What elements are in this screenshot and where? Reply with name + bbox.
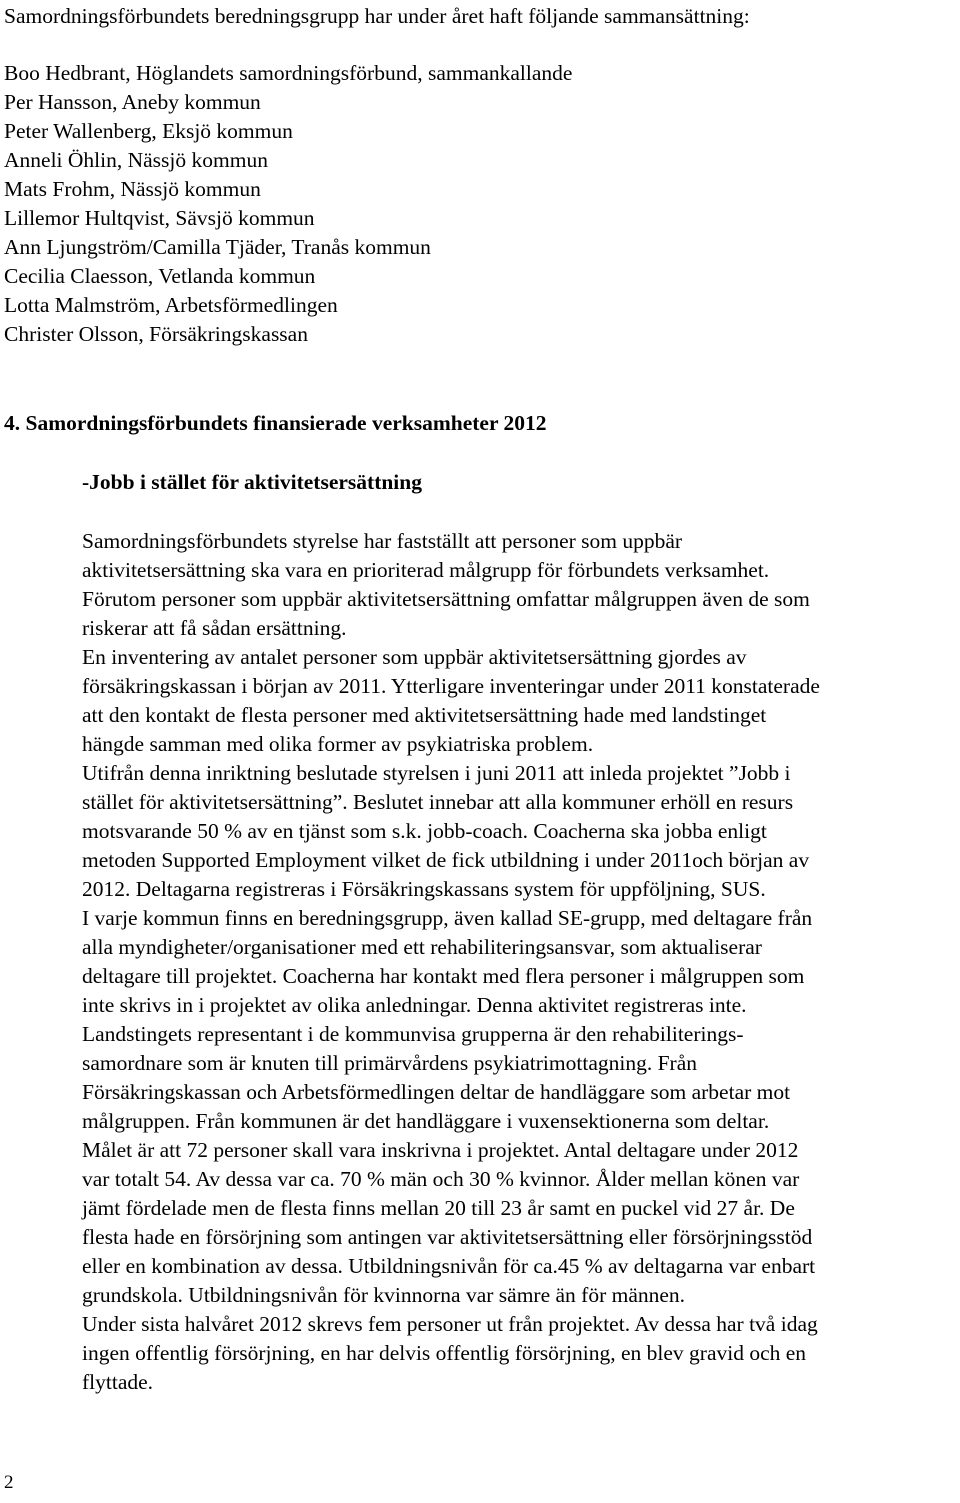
body-paragraph <box>82 527 957 1397</box>
intro-paragraph: Samordningsförbundets beredningsgrupp har under året haft följande sammansättning: <box>4 4 750 28</box>
body-line: jämt fördelade men de flesta finns mellan 20 till 23 år samt en puckel vid 27 år. De <box>82 1196 795 1220</box>
body-line: Förutom personer som uppbär aktivitetsersättning omfattar målgruppen även de som <box>82 587 810 611</box>
body-line: alla myndigheter/organisationer med ett rehabiliteringsansvar, som aktualiserar <box>82 935 762 959</box>
body-line: ingen offentlig försörjning, en har delvis offentlig försörjning, en blev gravid och en <box>82 1341 807 1365</box>
member-line: Boo Hedbrant, Höglandets samordningsförbund, sammankallande <box>4 61 573 85</box>
body-line: att den kontakt de flesta personer med aktivitetsersättning hade med landstinget <box>82 703 767 727</box>
body-line: försäkringskassan i början av 2011. Ytterligare inventeringar under 2011 konstaterade <box>82 674 820 698</box>
body-line: samordnare som är knuten till primärvårdens psykiatrimottagning. Från <box>82 1051 697 1075</box>
body-line: I varje kommun finns en beredningsgrupp, även kallad SE-grupp, med deltagare från <box>82 906 813 930</box>
body-line: metoden Supported Employment vilket de fick utbildning i under 2011och början av <box>82 848 810 872</box>
sub-heading: -Jobb i stället för aktivitetsersättning <box>82 470 422 494</box>
body-line: målgruppen. Från kommunen är det handläggare i vuxensektionerna som deltar. <box>82 1109 770 1133</box>
member-line: Per Hansson, Aneby kommun <box>4 90 261 114</box>
member-line: Lotta Malmström, Arbetsförmedlingen <box>4 293 338 317</box>
body-line: flesta hade en försörjning som antingen var aktivitetsersättning eller försörjningsstöd <box>82 1225 813 1249</box>
body-line: Under sista halvåret 2012 skrevs fem personer ut från projektet. Av dessa har två idag <box>82 1312 818 1336</box>
body-line: riskerar att få sådan ersättning. <box>82 616 347 640</box>
body-line: flyttade. <box>82 1370 154 1394</box>
body-line: Landstingets representant i de kommunvisa grupperna är den rehabiliterings- <box>82 1022 744 1046</box>
body-line: motsvarande 50 % av en tjänst som s.k. jobb-coach. Coacherna ska jobba enligt <box>82 819 767 843</box>
member-line: Mats Frohm, Nässjö kommun <box>4 177 261 201</box>
section-heading: 4. Samordningsförbundets finansierade verksamheter 2012 <box>4 411 547 435</box>
body-line: grundskola. Utbildningsnivån för kvinnorna var sämre än för männen. <box>82 1283 686 1307</box>
member-list <box>4 59 904 349</box>
member-line: Christer Olsson, Försäkringskassan <box>4 322 308 346</box>
body-line: inte skrivs in i projektet av olika anledningar. Denna aktivitet registreras inte. <box>82 993 747 1017</box>
page-number: 2 <box>4 1472 14 1493</box>
body-line: Utifrån denna inriktning beslutade styrelsen i juni 2011 att inleda projektet ”Jobb i <box>82 761 791 785</box>
body-line: Målet är att 72 personer skall vara inskrivna i projektet. Antal deltagare under 2012 <box>82 1138 799 1162</box>
body-line: stället för aktivitetsersättning”. Beslutet innebar att alla kommuner erhöll en resurs <box>82 790 794 814</box>
member-line: Cecilia Claesson, Vetlanda kommun <box>4 264 316 288</box>
body-line: Försäkringskassan och Arbetsförmedlingen deltar de handläggare som arbetar mot <box>82 1080 791 1104</box>
body-line: Samordningsförbundets styrelse har fastställt att personer som uppbär <box>82 529 683 553</box>
body-line: eller en kombination av dessa. Utbildningsnivån för ca.45 % av deltagarna var enbart <box>82 1254 816 1278</box>
body-line: hängde samman med olika former av psykiatriska problem. <box>82 732 594 756</box>
body-line: deltagare till projektet. Coacherna har kontakt med flera personer i målgruppen som <box>82 964 805 988</box>
member-line: Lillemor Hultqvist, Sävsjö kommun <box>4 206 315 230</box>
body-line: aktivitetsersättning ska vara en prioriterad målgrupp för förbundets verksamhet. <box>82 558 770 582</box>
body-line: 2012. Deltagarna registreras i Försäkringskassans system för uppföljning, SUS. <box>82 877 766 901</box>
member-line: Peter Wallenberg, Eksjö kommun <box>4 119 293 143</box>
body-line: En inventering av antalet personer som uppbär aktivitetsersättning gjordes av <box>82 645 747 669</box>
body-line: var totalt 54. Av dessa var ca. 70 % män och 30 % kvinnor. Ålder mellan könen var <box>82 1167 800 1191</box>
member-line: Anneli Öhlin, Nässjö kommun <box>4 148 268 172</box>
member-line: Ann Ljungström/Camilla Tjäder, Tranås kommun <box>4 235 431 259</box>
